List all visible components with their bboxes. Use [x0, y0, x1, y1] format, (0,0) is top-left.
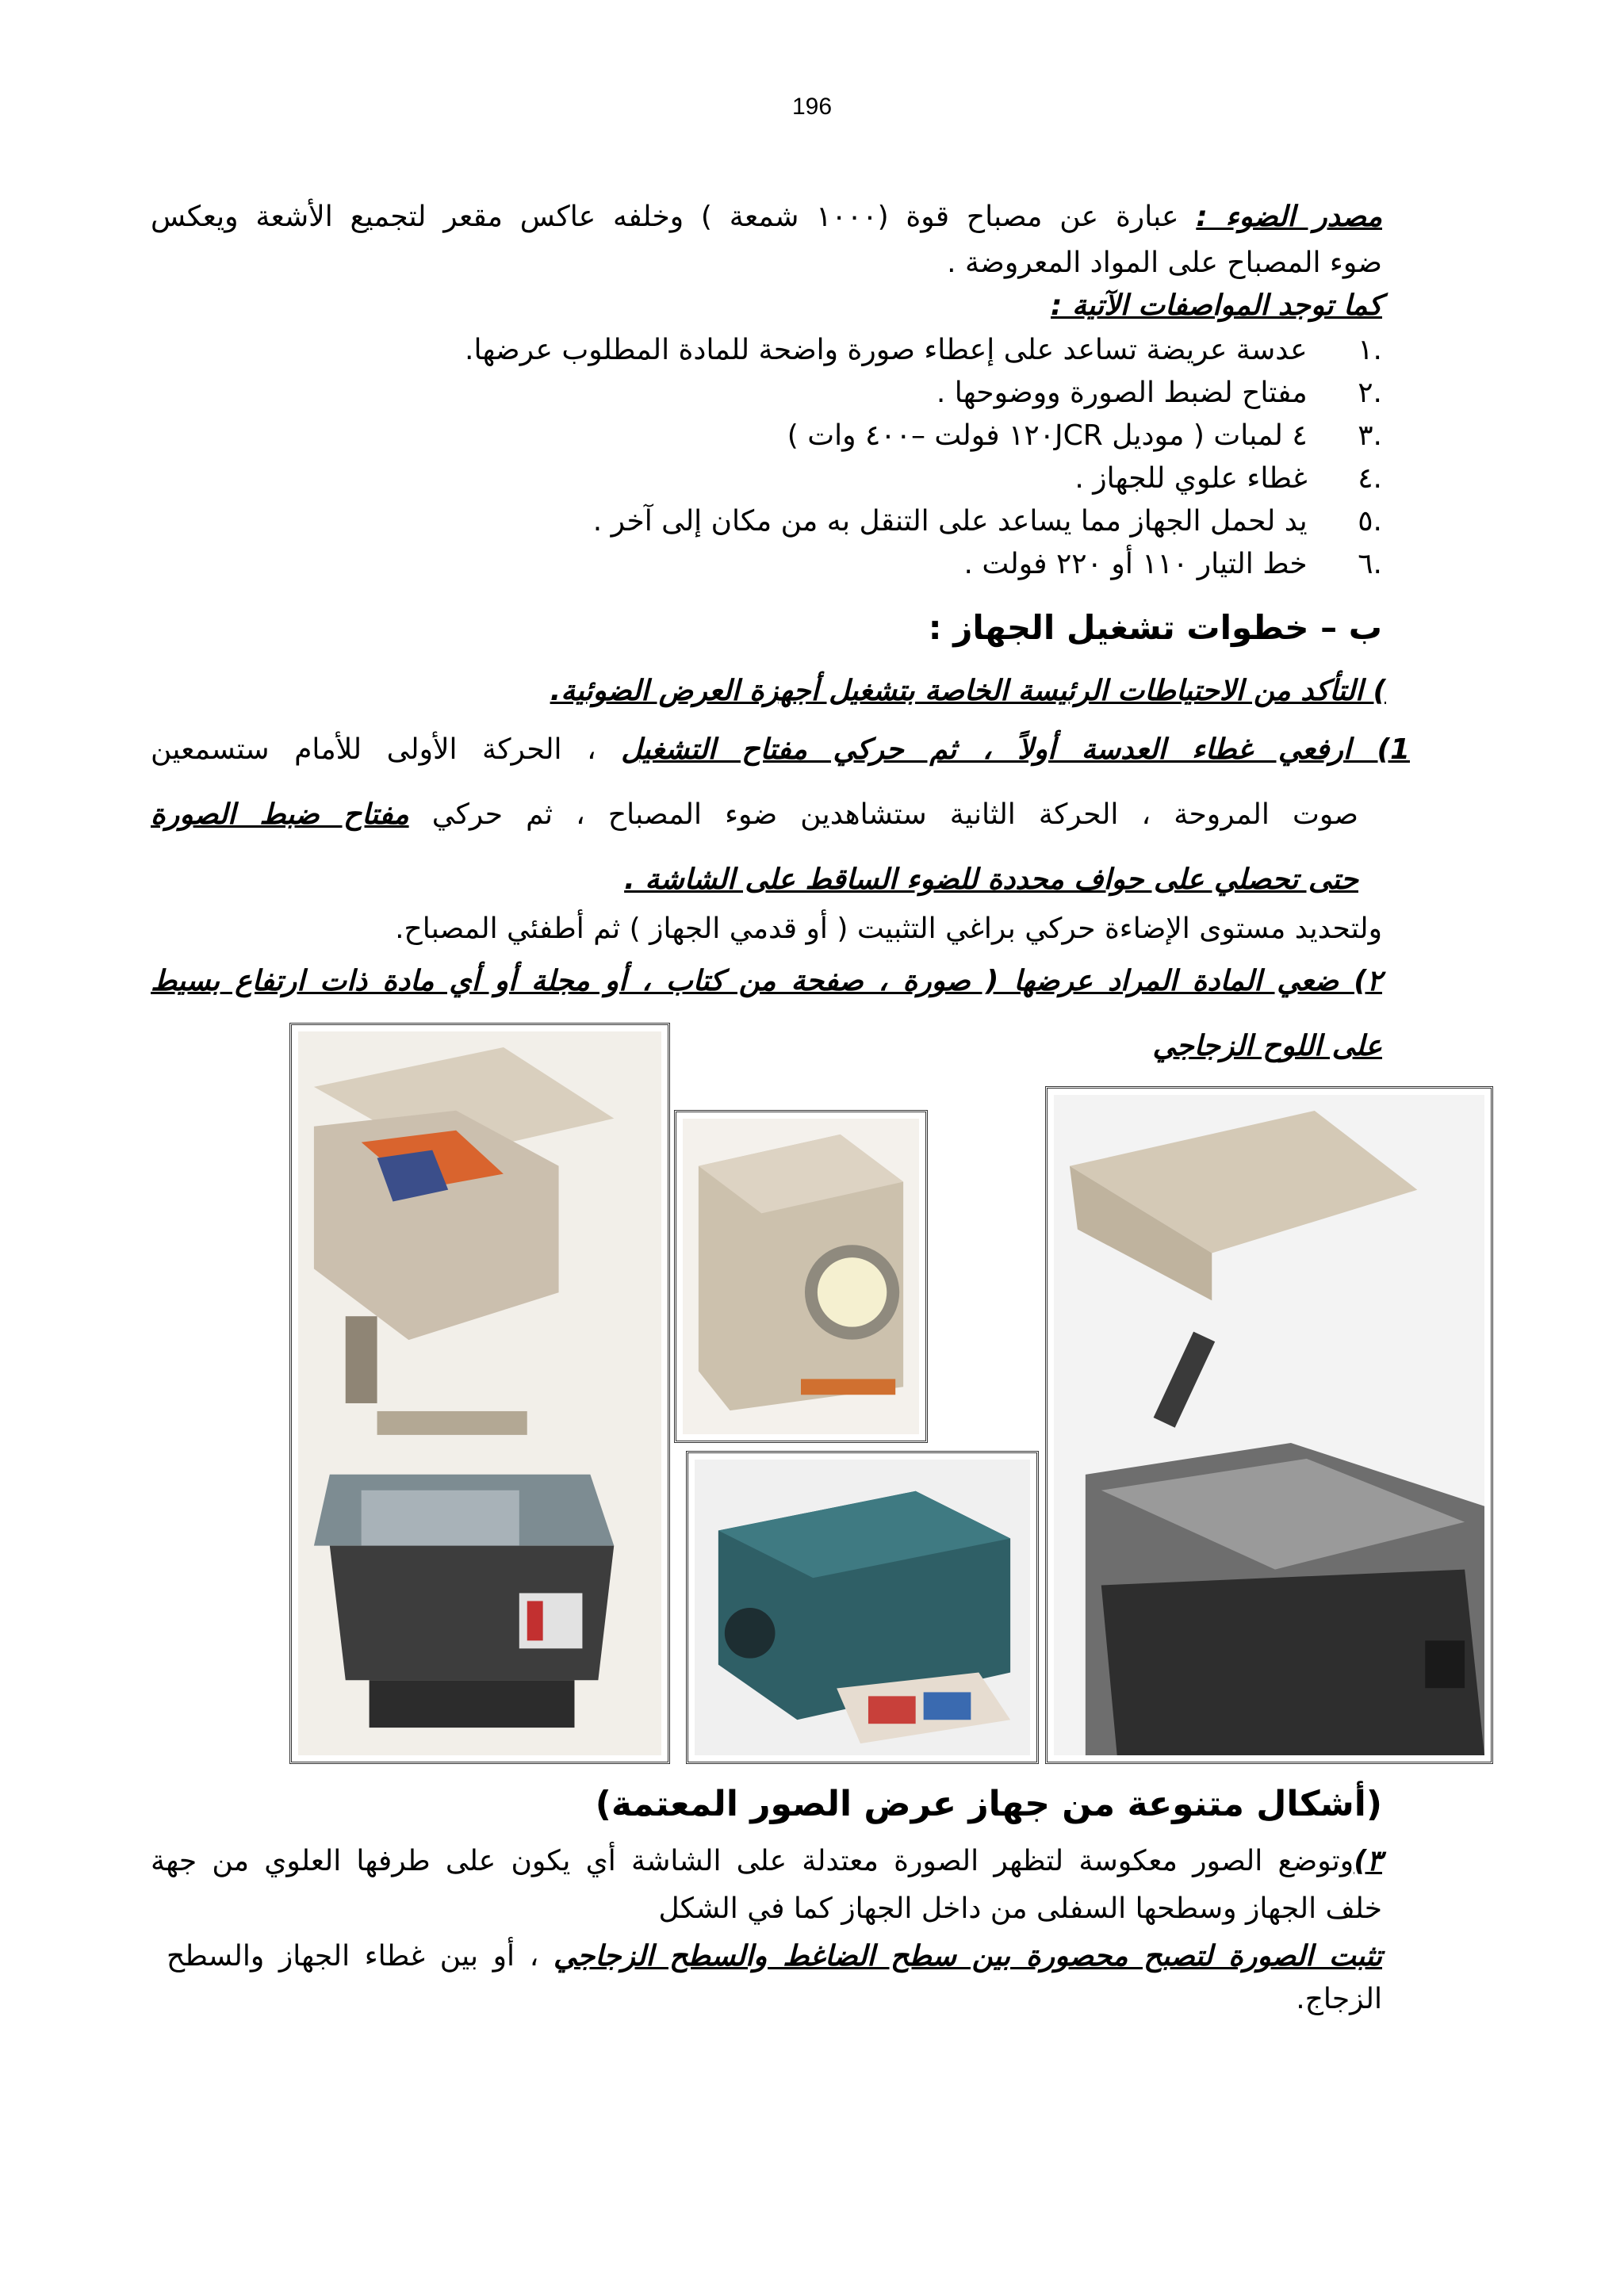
light-source-text: عبارة عن مصباح قوة (١٠٠٠ شمعة ) وخلفه عاكس مقعر لتجميع الأشعة ويعكس [151, 201, 1197, 233]
projector-large-image [1054, 1095, 1484, 1755]
projector-open-lid-image [298, 1031, 661, 1755]
spec-text: مفتاح لضبط الصورة ووضوحها . [936, 377, 1308, 409]
step1-line2-rest: صوت المروحة ، الحركة الثانية ستشاهدين ضوء المصباح ، ثم حركي [408, 798, 1358, 831]
step3-line3 [167, 1936, 1382, 1977]
spec-item [936, 373, 1382, 414]
spec-number: .٢ [1358, 377, 1382, 409]
projector-lens-image [683, 1119, 919, 1434]
projector-photo-teal [695, 1460, 1030, 1755]
spec-text: غطاء علوي للجهاز . [1074, 462, 1308, 495]
light-source-line1 [151, 197, 1382, 238]
step1-line2 [151, 794, 1358, 836]
projector-photo-frame [289, 1023, 670, 1764]
operation-heading [929, 607, 1382, 649]
step3-line2: خلف الجهاز وسطحها السفلى من داخل الجهاز كما في الشكل [658, 1892, 1382, 1925]
specs-heading: كما توجد المواصفات الآتية : [1051, 289, 1382, 322]
step3-line4: الزجاج. [1296, 1983, 1382, 2015]
light-source-line2: ضوء المصباح على المواد المعروضة . [947, 247, 1382, 279]
step2-line2: على اللوح الزجاجي [1152, 1030, 1382, 1062]
projector-photo-lens [683, 1119, 919, 1434]
operation-heading-text: ب – خطوات تشغيل الجهاز [953, 608, 1382, 647]
spec-item [964, 544, 1383, 585]
spec-text: خط التيار ١١٠ أو ٢٢٠ فولت . [963, 548, 1308, 580]
spec-text: يد لحمل الجهاز مما يساعد على التنقل به من مكان إلى آخر . [592, 505, 1308, 538]
spec-text: عدسة عريضة تساعد على إعطاء صورة واضحة للمادة المطلوب عرضها. [465, 334, 1308, 366]
step3-line1 [151, 1841, 1382, 1882]
spec-item [593, 501, 1382, 542]
page-number: 196 [791, 94, 833, 120]
step3-rest: ، أو بين غطاء الجهاز والسطح [167, 1940, 554, 1973]
spec-item [465, 330, 1382, 371]
operation-heading-colon: : [928, 608, 954, 647]
step1-line2-emphasis: مفتاح ضبط الصورة [151, 798, 409, 831]
step3-emphasis: تثبت الصورة لتصبح محصورة بين سطح الضاغط والسطح الزجاجي [553, 1940, 1382, 1973]
projector-photo-open [298, 1031, 661, 1755]
spec-number: .٦ [1358, 548, 1382, 580]
light-source-label: مصدر الضوء : [1196, 201, 1382, 233]
spec-item [1074, 458, 1382, 499]
spec-number: .١ [1358, 334, 1382, 366]
spec-number: .٥ [1358, 505, 1382, 538]
spec-item [787, 415, 1382, 457]
figure-caption: (أشكال متنوعة من جهاز عرض الصور المعتمة) [595, 1784, 1382, 1824]
step1-line4: ولتحديد مستوى الإضاءة حركي براغي التثبيت ( أو قدمي الجهاز ) ثم أطفئي المصباح. [395, 913, 1382, 945]
projector-teal-image [695, 1460, 1030, 1755]
spec-number: .٤ [1358, 462, 1382, 495]
projector-photo-frame [686, 1451, 1039, 1764]
step3-number: ٣) [1354, 1845, 1382, 1877]
spec-number: .٣ [1358, 419, 1382, 452]
step2-line1: ٢) ضعي المادة المراد عرضها ( صورة ، صفحة من كتاب ، أو مجلة أو أي مادة ذات ارتفاع بسيط [151, 965, 1382, 997]
step3-text: وتوضع الصور معكوسة لتظهر الصورة معتدلة على الشاشة أي يكون على طرفها العلوي من جهة [151, 1845, 1354, 1877]
step1-rest: ، الحركة الأولى للأمام ستسمعين [151, 733, 622, 766]
step1-line3: حتى تحصلي على حواف محددة للضوء الساقط على الشاشة . [624, 863, 1358, 896]
step1-emphasis: 1) ارفعي غطاء العدسة أولاً ، ثم حركي مفتاح التشغيل [621, 733, 1410, 766]
projector-photo-frame [1045, 1086, 1493, 1764]
precautions-line: ) التأكد من الاحتياطات الرئيسة الخاصة بتشغيل أجهزة العرض الضوئية. [550, 675, 1386, 707]
spec-text: ٤ لمبات ( موديل ١٢٠JCR فولت –٤٠٠ وات ) [787, 419, 1308, 452]
projector-photo-large [1054, 1095, 1484, 1755]
step1-line1 [151, 729, 1410, 771]
projector-photo-frame [674, 1110, 928, 1443]
